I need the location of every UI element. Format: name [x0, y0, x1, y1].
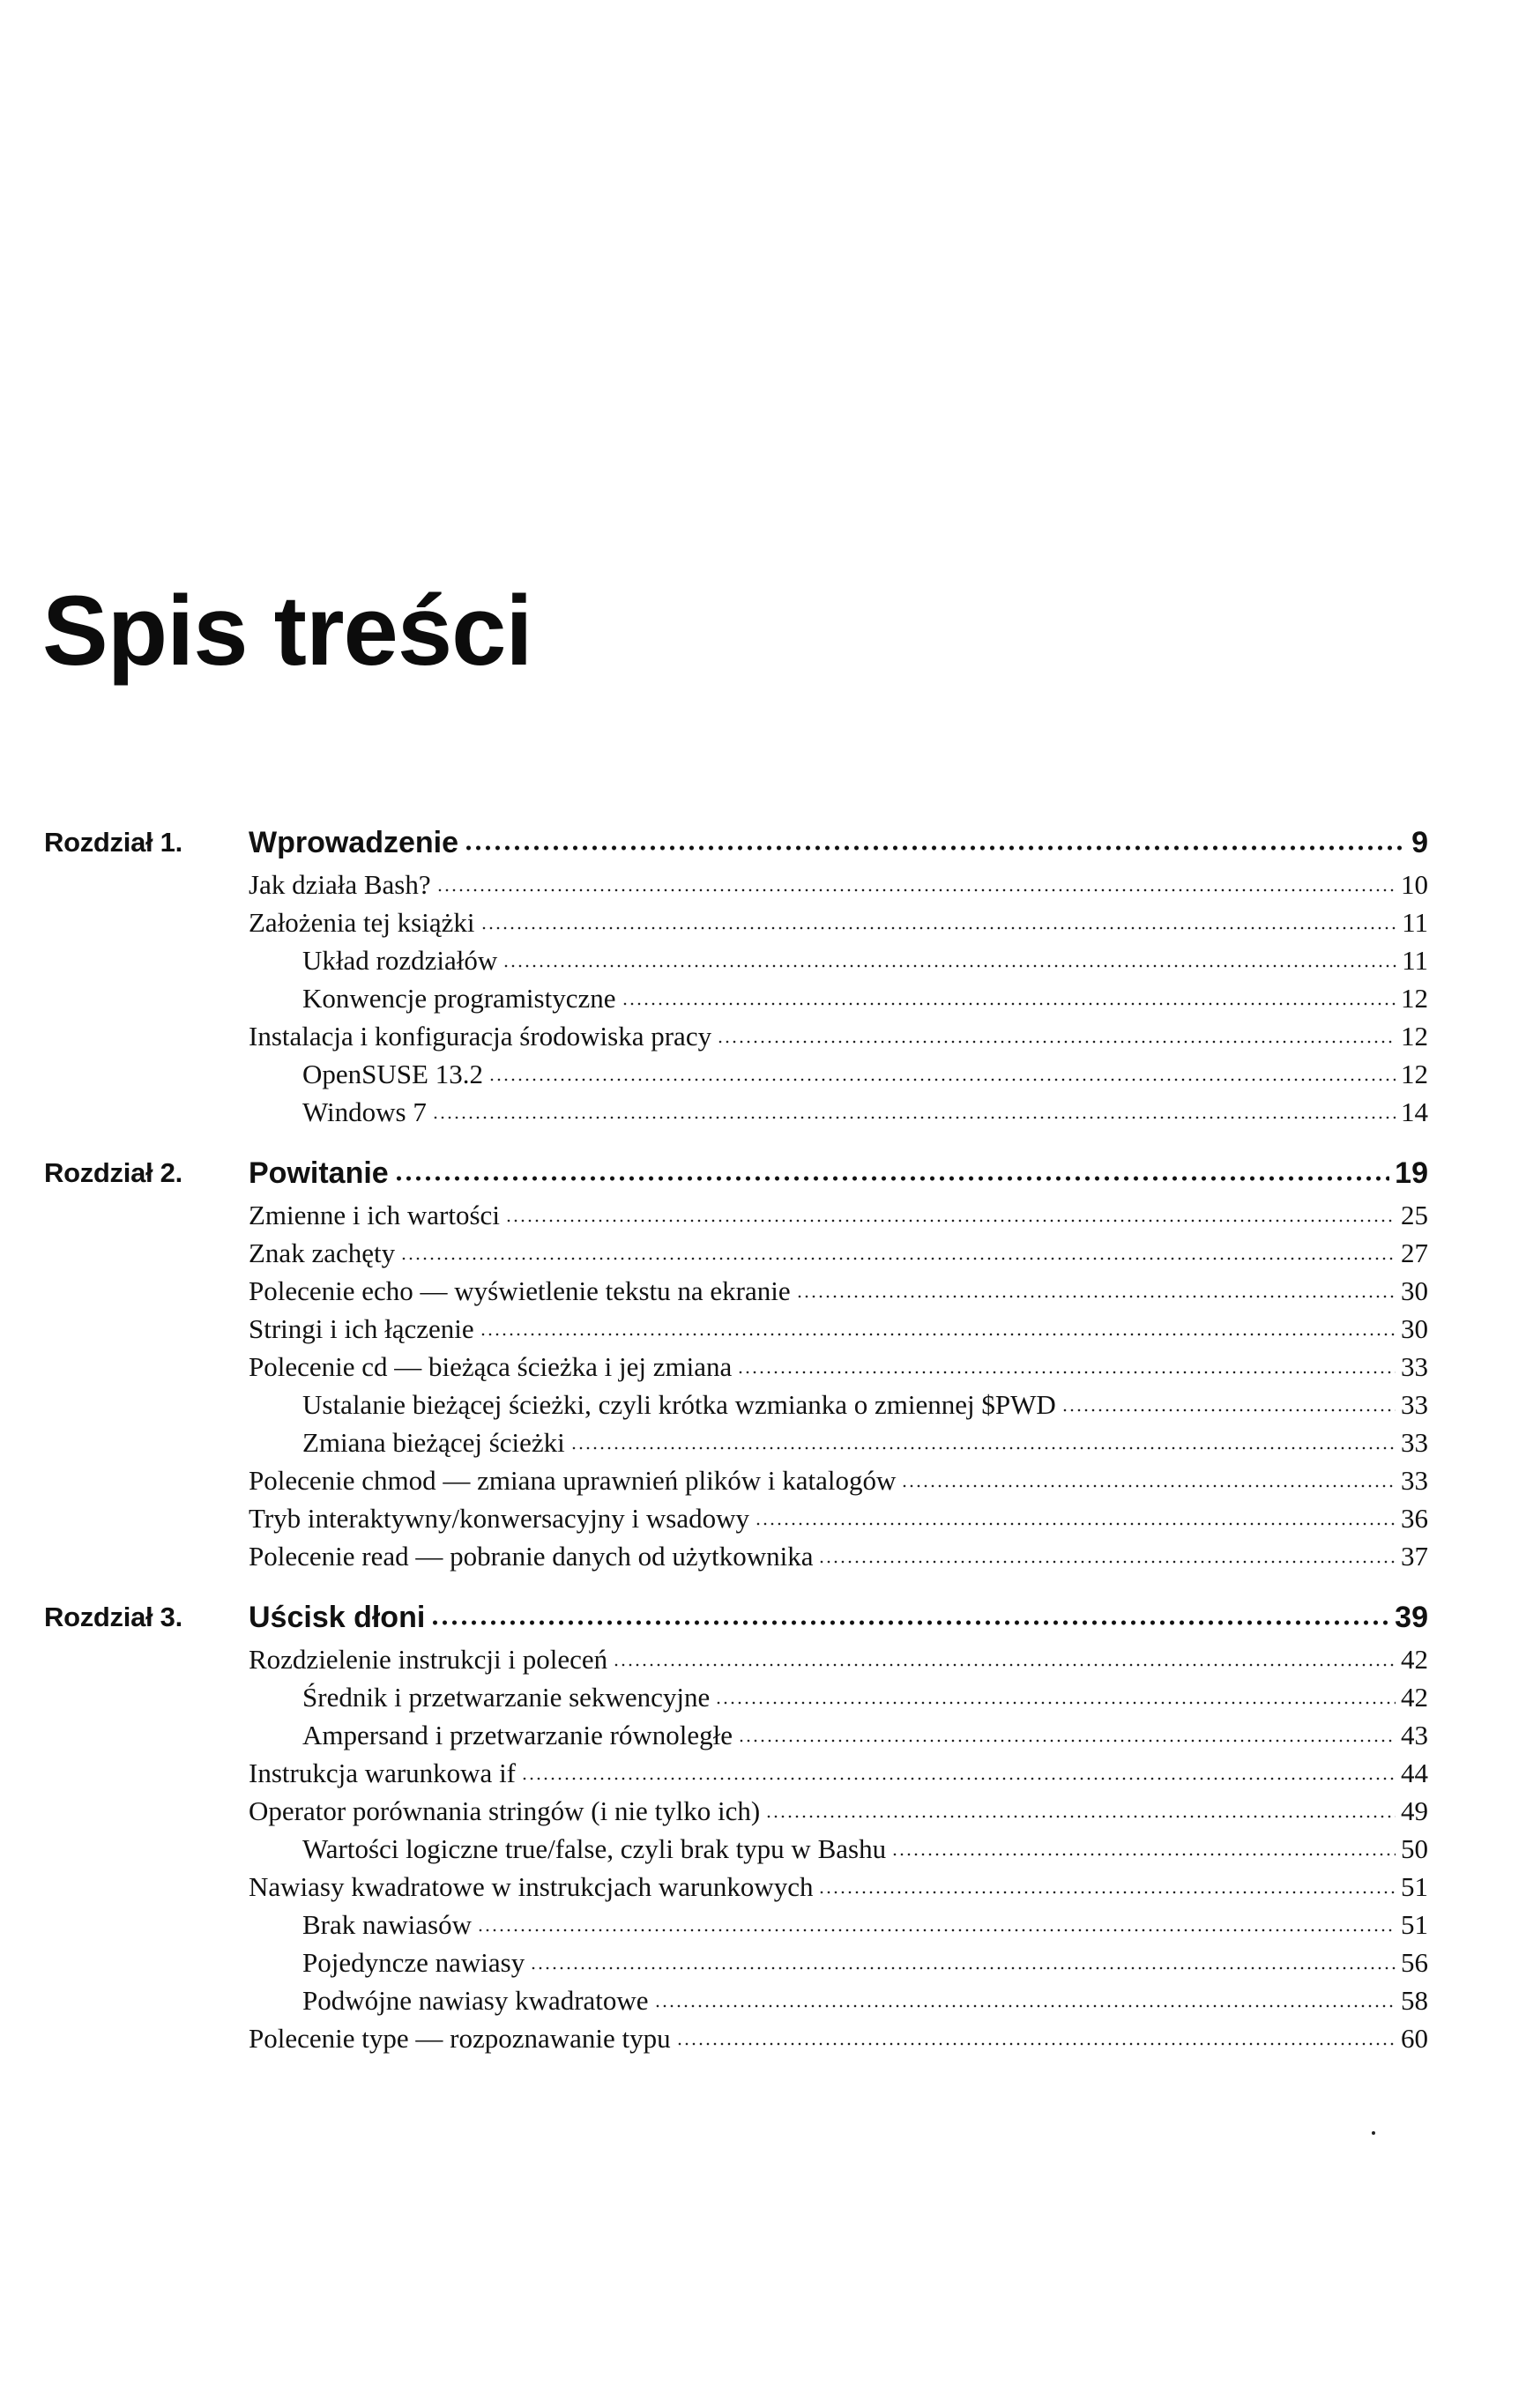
page-number: 58 [1401, 1985, 1428, 2016]
entry-title: Powitanie [249, 1156, 389, 1190]
toc-section-entry[interactable] [249, 1537, 1428, 1575]
page-number: 19 [1395, 1156, 1428, 1190]
entry-title: Ampersand i przetwarzanie równoległe [302, 1720, 733, 1750]
chapter-entries [249, 1594, 1428, 2057]
entry-title: Założenia tej książki [249, 907, 475, 938]
page-number: 33 [1401, 1427, 1428, 1458]
page-number: 9 [1411, 826, 1428, 859]
dot-leader [613, 1661, 1396, 1669]
page-number: 14 [1401, 1096, 1428, 1127]
entry-title: Podwójne nawiasy kwadratowe [302, 1985, 649, 2016]
page-number: 12 [1401, 983, 1428, 1014]
page-number: 44 [1401, 1758, 1428, 1788]
entry-title: OpenSUSE 13.2 [302, 1059, 483, 1089]
toc-section-entry[interactable] [249, 1499, 1428, 1537]
chapter-block [44, 1150, 1428, 1575]
toc-section-entry[interactable] [249, 1017, 1428, 1055]
toc-subsection-entry[interactable] [249, 1830, 1428, 1868]
entry-title: Wartości logiczne true/false, czyli brak typu w Bashu [302, 1833, 887, 1864]
page-number: 30 [1401, 1313, 1428, 1344]
chapter-title-entry[interactable] [249, 1594, 1428, 1640]
toc-subsection-entry[interactable] [249, 979, 1428, 1017]
entry-title: Stringi i ich łączenie [249, 1313, 474, 1344]
page-number: 43 [1401, 1720, 1428, 1750]
entry-title: Polecenie echo — wyświetlenie tekstu na ekranie [249, 1275, 791, 1306]
dot-leader [505, 1217, 1396, 1224]
entry-title: Znak zachęty [249, 1237, 396, 1268]
toc-section-entry[interactable] [249, 1792, 1428, 1830]
toc-section-entry[interactable] [249, 1868, 1428, 1906]
toc-subsection-entry[interactable] [249, 1386, 1428, 1423]
toc-subsection-entry[interactable] [249, 1093, 1428, 1131]
entry-title: Windows 7 [302, 1096, 427, 1127]
page-number: 56 [1401, 1947, 1428, 1978]
chapter-block [44, 820, 1428, 1131]
entry-title: Polecenie type — rozpoznawanie typu [249, 2023, 671, 2054]
entry-title: Instalacja i konfiguracja środowiska pracy [249, 1021, 712, 1052]
entry-title: Instrukcja warunkowa if [249, 1758, 517, 1788]
dot-leader [521, 1775, 1396, 1782]
toc-section-entry[interactable] [249, 1234, 1428, 1272]
entry-title: Układ rozdziałów [302, 945, 498, 976]
dot-leader [480, 1331, 1396, 1338]
entry-title: Uścisk dłoni [249, 1601, 426, 1634]
dot-leader [818, 1558, 1396, 1565]
entry-title: Brak nawiasów [302, 1909, 472, 1940]
page-number: 27 [1401, 1237, 1428, 1268]
dot-leader [622, 1000, 1396, 1007]
toc-subsection-entry[interactable] [249, 941, 1428, 979]
page-number: 36 [1401, 1503, 1428, 1534]
dot-leader [765, 1813, 1396, 1820]
chapter-entries [249, 1150, 1428, 1575]
scan-speck [1372, 2131, 1375, 2135]
entry-title: Zmiana bieżącej ścieżki [302, 1427, 565, 1458]
entry-title: Polecenie read — pobranie danych od użytkownika [249, 1541, 814, 1572]
dot-leader [464, 844, 1406, 852]
toc-section-entry[interactable] [249, 903, 1428, 941]
dot-leader [676, 2040, 1396, 2048]
toc-section-entry[interactable] [249, 1196, 1428, 1234]
page-number: 11 [1402, 945, 1428, 976]
toc-subsection-entry[interactable] [249, 1678, 1428, 1716]
page-number: 49 [1401, 1795, 1428, 1826]
table-of-contents [44, 820, 1428, 2077]
entry-title: Jak działa Bash? [249, 869, 431, 900]
chapter-title-entry[interactable] [249, 820, 1428, 866]
dot-leader [480, 925, 1397, 932]
dot-leader [530, 1965, 1396, 1972]
dot-leader [737, 1369, 1396, 1376]
entry-title: Nawiasy kwadratowe w instrukcjach warunkowych [249, 1871, 814, 1902]
toc-section-entry[interactable] [249, 1348, 1428, 1386]
entry-title: Zmienne i ich wartości [249, 1200, 500, 1230]
toc-subsection-entry[interactable] [249, 1981, 1428, 2019]
entry-title: Polecenie chmod — zmiana uprawnień plików i katalogów [249, 1465, 897, 1496]
entry-title: Operator porównania stringów (i nie tylko ich) [249, 1795, 761, 1826]
dot-leader [400, 1255, 1396, 1262]
toc-subsection-entry[interactable] [249, 1716, 1428, 1754]
entry-title: Tryb interaktywny/konwersacyjny i wsadowy [249, 1503, 749, 1534]
page-number: 51 [1401, 1871, 1428, 1902]
toc-section-entry[interactable] [249, 1640, 1428, 1678]
toc-subsection-entry[interactable] [249, 1943, 1428, 1981]
dot-leader [394, 1174, 1389, 1183]
chapter-label: Rozdział 3. [44, 1602, 182, 1632]
toc-section-entry[interactable] [249, 866, 1428, 903]
dot-leader [738, 1737, 1396, 1744]
dot-leader [570, 1445, 1396, 1452]
dot-leader [755, 1520, 1396, 1527]
dot-leader [436, 887, 1396, 894]
page-number: 33 [1401, 1389, 1428, 1420]
dot-leader [796, 1293, 1396, 1300]
chapter-label: Rozdział 2. [44, 1157, 182, 1188]
page-number: 42 [1401, 1644, 1428, 1675]
chapter-block [44, 1594, 1428, 2057]
entry-title: Konwencje programistyczne [302, 983, 616, 1014]
page-number: 39 [1395, 1601, 1428, 1634]
entry-title: Średnik i przetwarzanie sekwencyjne [302, 1682, 711, 1713]
page-number: 60 [1401, 2023, 1428, 2054]
entry-title: Wprowadzenie [249, 826, 459, 859]
toc-subsection-entry[interactable] [249, 1055, 1428, 1093]
page-number: 50 [1401, 1833, 1428, 1864]
dot-leader [432, 1114, 1396, 1121]
dot-leader [430, 1618, 1389, 1627]
dot-leader [891, 1851, 1396, 1858]
toc-section-entry[interactable] [249, 1461, 1428, 1499]
toc-section-entry[interactable] [249, 1754, 1428, 1792]
page-number: 42 [1401, 1682, 1428, 1713]
toc-section-entry[interactable] [249, 1272, 1428, 1310]
page-number: 33 [1401, 1351, 1428, 1382]
chapter-label: Rozdział 1. [44, 827, 182, 858]
toc-section-entry[interactable] [249, 1310, 1428, 1348]
entry-title: Rozdzielenie instrukcji i poleceń [249, 1644, 608, 1675]
page-number: 51 [1401, 1909, 1428, 1940]
dot-leader [901, 1483, 1396, 1490]
page-number: 37 [1401, 1541, 1428, 1572]
entry-title: Polecenie cd — bieżąca ścieżka i jej zmiana [249, 1351, 733, 1382]
page-number: 12 [1401, 1021, 1428, 1052]
dot-leader [715, 1699, 1396, 1706]
toc-section-entry[interactable] [249, 2019, 1428, 2057]
toc-subsection-entry[interactable] [249, 1423, 1428, 1461]
page-number: 10 [1401, 869, 1428, 900]
page-number: 12 [1401, 1059, 1428, 1089]
dot-leader [502, 962, 1396, 970]
page-title: Spis treści [42, 576, 532, 686]
toc-subsection-entry[interactable] [249, 1906, 1428, 1943]
chapter-title-entry[interactable] [249, 1150, 1428, 1196]
dot-leader [1061, 1407, 1396, 1414]
chapter-entries [249, 820, 1428, 1131]
dot-leader [488, 1076, 1396, 1083]
page-number: 25 [1401, 1200, 1428, 1230]
page-number: 33 [1401, 1465, 1428, 1496]
entry-title: Pojedyncze nawiasy [302, 1947, 525, 1978]
dot-leader [818, 1889, 1396, 1896]
page-number: 30 [1401, 1275, 1428, 1306]
dot-leader [654, 2003, 1396, 2010]
dot-leader [717, 1038, 1396, 1045]
page-number: 11 [1402, 907, 1428, 938]
entry-title: Ustalanie bieżącej ścieżki, czyli krótka wzmianka o zmiennej $PWD [302, 1389, 1056, 1420]
dot-leader [477, 1927, 1396, 1934]
